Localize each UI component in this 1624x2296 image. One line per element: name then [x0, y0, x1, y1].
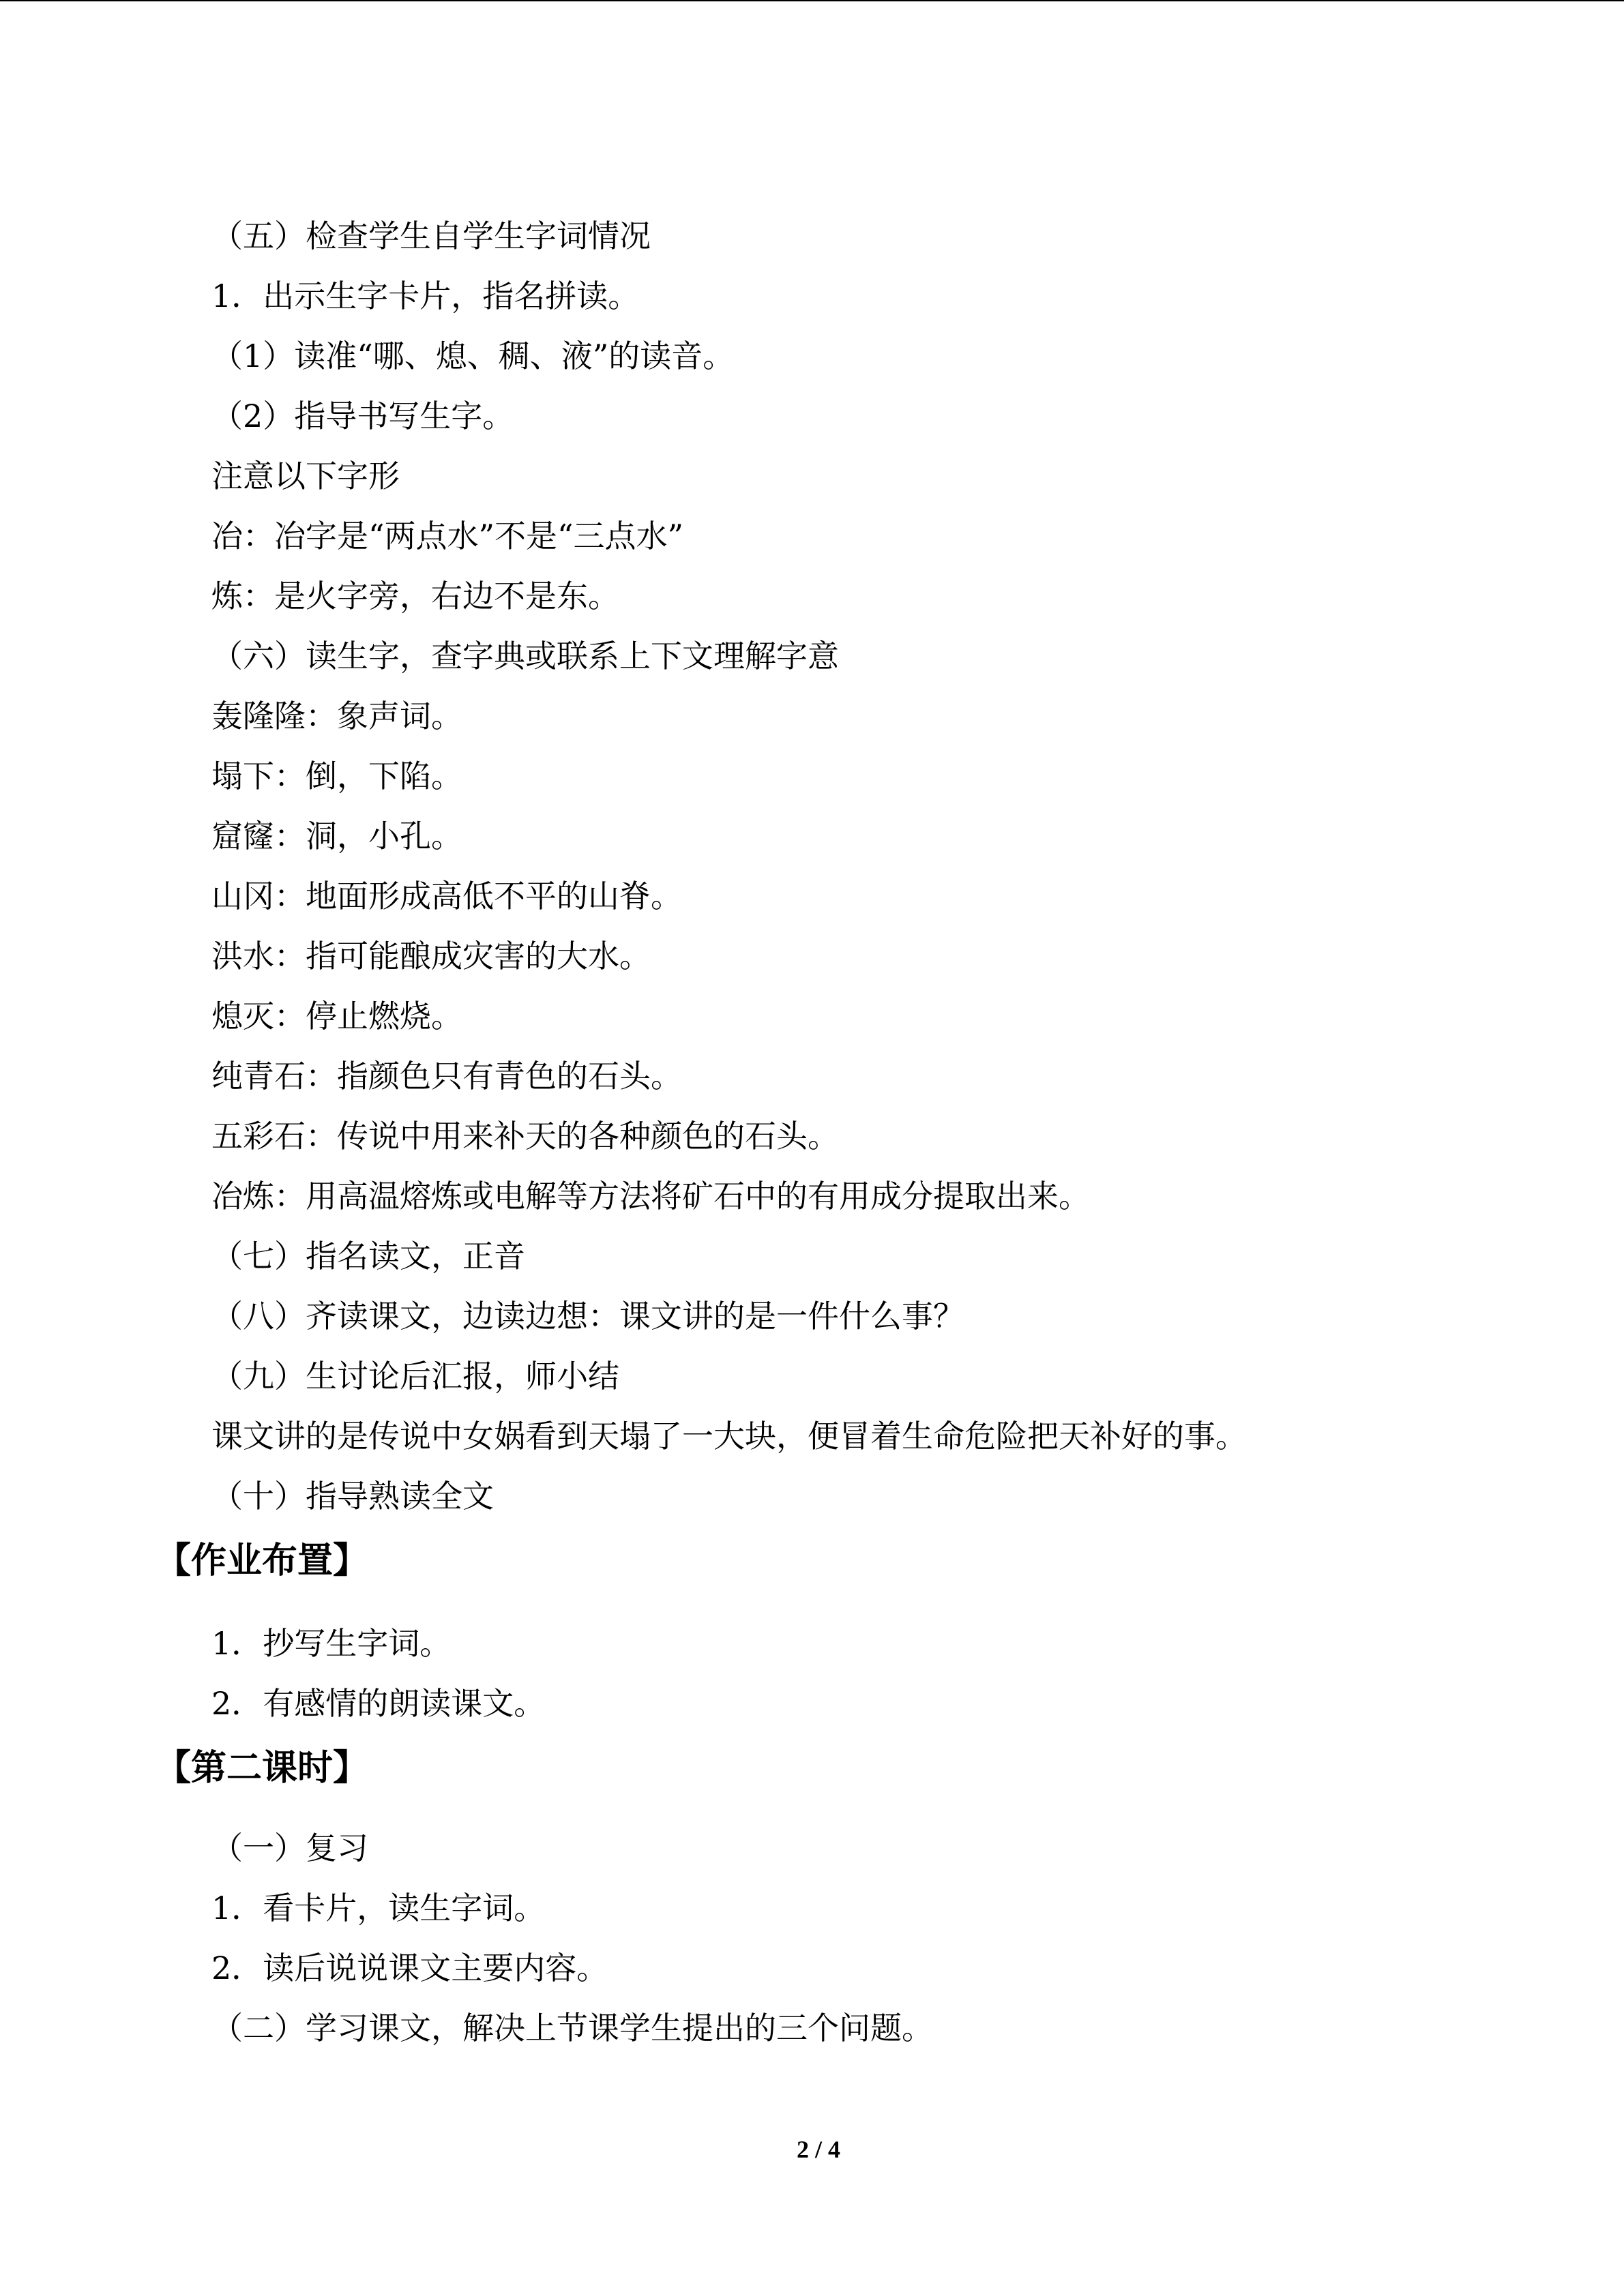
text-line: （八）齐读课文，边读边想：课文讲的是一件什么事？ [211, 1298, 964, 1335]
text-line: 山冈：地面形成高低不平的山脊。 [211, 878, 682, 914]
text-line: 2．读后说说课文主要内容。 [211, 1950, 608, 1986]
text-line: （六）读生字，查字典或联系上下文理解字意 [211, 638, 839, 674]
text-line: （五）检查学生自学生字词情况 [211, 218, 651, 254]
text-line: 轰隆隆：象声词。 [211, 698, 462, 734]
text-line: 塌下：倒，下陷。 [211, 758, 462, 794]
text-line: 炼：是火字旁，右边不是东。 [211, 578, 619, 614]
text-line: （二）学习课文，解决上节课学生提出的三个问题。 [211, 2010, 933, 2046]
homework-item: 2．有感情的朗读课文。 [211, 1685, 546, 1722]
text-line: （十）指导熟读全文 [211, 1478, 494, 1515]
text-line: （九）生讨论后汇报，师小结 [211, 1358, 619, 1395]
page-number: 2 / 4 [796, 2136, 840, 2163]
homework-item: 1．抄写生字词。 [211, 1625, 452, 1662]
text-line: （1）读准“哪、熄、稠、液”的读音。 [211, 338, 735, 374]
text-line: 1．看卡片，读生字词。 [211, 1890, 546, 1926]
text-line: 冶炼：用高温熔炼或电解等方法将矿石中的有用成分提取出来。 [211, 1178, 1090, 1214]
text-line: 课文讲的是传说中女娲看到天塌了一大块，便冒着生命危险把天补好的事。 [211, 1418, 1247, 1455]
text-line: （2）指导书写生字。 [211, 398, 514, 434]
text-line: 注意以下字形 [211, 458, 400, 494]
text-line: 五彩石：传说中用来补天的各种颜色的石头。 [211, 1118, 839, 1154]
text-line: （七）指名读文，正音 [211, 1238, 525, 1274]
text-line: 窟窿：洞，小孔。 [211, 818, 462, 854]
section-heading-second-period: 【第二课时】 [156, 1748, 369, 1789]
section-heading-homework: 【作业布置】 [156, 1540, 369, 1581]
text-line: 纯青石：指颜色只有青色的石头。 [211, 1058, 682, 1094]
text-line: 洪水：指可能酿成灾害的大水。 [211, 938, 651, 974]
text-line: 冶：冶字是“两点水”不是“三点水” [211, 518, 684, 554]
text-line: 熄灭：停止燃烧。 [211, 998, 462, 1034]
text-line: 1．出示生字卡片，指名拼读。 [211, 278, 640, 314]
text-line: （一）复习 [211, 1830, 368, 1866]
